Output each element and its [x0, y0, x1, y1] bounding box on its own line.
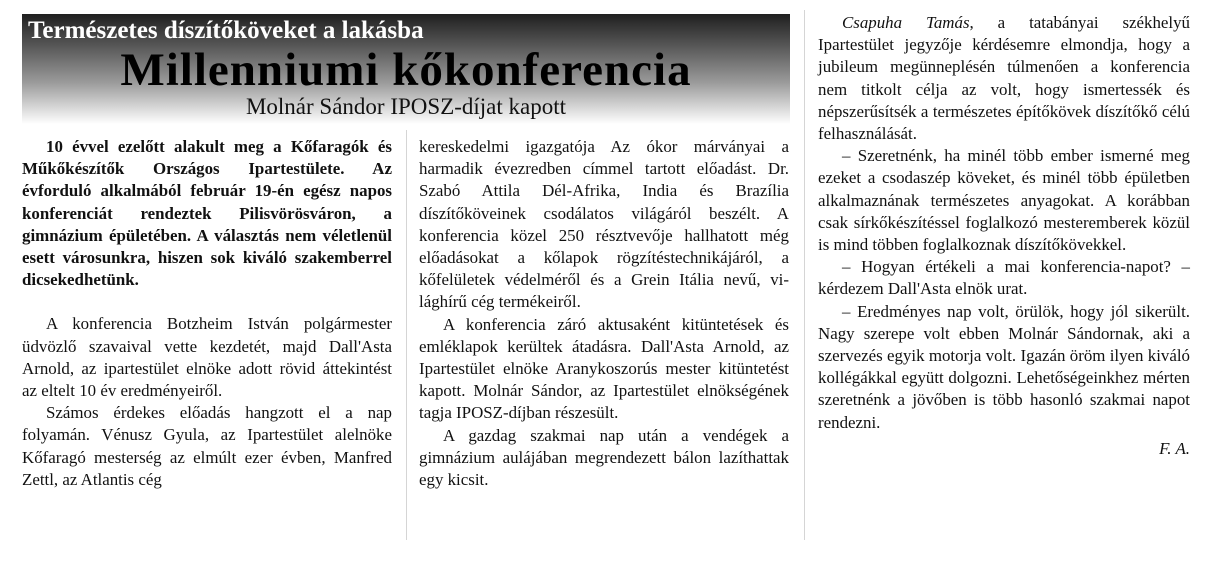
subtitle: Molnár Sándor IPOSZ-díjat kapott [245, 94, 567, 119]
paragraph: – Eredményes nap volt, örülök, hogy jól sikerült. Nagy szerepe volt ebben Molnár Sándornak, aki a szervezés egyik motorja volt. Igazán öröm ilyen kiváló kollégákkal együtt dolgozni. Lehetőségeinkhez mérten szeretnénk a jövőben is több hasonló szakmai napot rendezni. [818, 301, 1190, 432]
paragraph [818, 12, 1190, 145]
lead-paragraph: 10 évvel ezelőtt alakult meg a Kőfaragók és Műkőkészítők Országos Ipartestülete. Az évforduló alkalmából február 19-én egész napos konferenciát rendeztek Pilisvörösváron, a gimnázium épületében. A választás nem véletlenül esett városunkra, hiszen sok kiváló szakemberrel dicsekedhetünk. [22, 137, 392, 290]
paragraph: A gazdag szakmai nap után a vendégek a gimnázium aulájában megrendezett bálon lazíthattak egy kicsit. [419, 425, 789, 490]
column-divider [804, 10, 805, 540]
interviewee-name: Csapuha Tamás [842, 13, 970, 32]
paragraph: Számos érdekes előadás hangzott el a nap folyamán. Vénusz Gyula, az Ipartestület alelnöke Kőfaragó mesterség az elmúlt ezer évben, Manfred Zettl, az Atlantis cég [22, 403, 392, 489]
article-column-3 [818, 12, 1190, 460]
paragraph: A konferencia Botzheim István polgármester üdvözlő szavaival vette kezdetét, majd Dall'Asta Arnold, az ipartestület elnöke adott rövid áttekintést az eltelt 10 év eredményeiről. [22, 314, 392, 401]
paragraph: – Szeretnénk, ha minél több ember ismerné meg ezeket a csodaszép köveket, és minél több épületben alkalmaznának természetes anyagokat. A korábban csak sírkőkészítéssel foglalkozó mesteremberek közül is mind többen foglalkoznak díszítőkövekkel. [818, 146, 1190, 255]
main-headline: Millenniumi kőkonferencia [120, 44, 692, 96]
column-divider [406, 130, 407, 540]
author-signature: F. A. [1159, 438, 1190, 458]
headline-banner [22, 14, 790, 124]
paragraph: kereskedelmi igazgatója Az ókor márványai a harmadik évezredben címmel tartott előadást. Dr. Szabó Attila Dél-Afrika, India és Brazília díszítőköveinek csodálatos világáról beszélt. A konferencia közel 250 résztvevője hallhatott még előadásokat a kőlapok rögzítéstechnikájáról, a kőfelületek védelméről és a Grein Itália nevű, világhírű cég termékeiről. [419, 137, 789, 312]
article-column-1 [22, 136, 392, 491]
article-column-2 [419, 136, 789, 491]
paragraph: – Hogyan értékeli a mai konferencia-napot? – kérdezem Dall'Asta elnök urat. [818, 257, 1190, 299]
paragraph: A konferencia záró aktusaként kitüntetések és emléklapok kerültek átadásra. Dall'Asta Arnold, az Ipartestület elnöke Aranykoszorús mester kitüntetést kapott. Molnár Sándor, az Ipartestület elnökségének tagja IPOSZ-díjban részesült. [419, 314, 789, 423]
kicker-title: Természetes díszítőköveket a lakásba [28, 17, 424, 44]
paragraph-text: , a tatabányai székhelyű Ipartestület jegyzője kérdésemre elmondja, hogy a jubileum megünneplésén túlmenően a konferencia nem titkolt célja az volt, hogy ismertessék és népszerűsítsék a természetes építőkövek díszítőkő célú felhasználását. [818, 13, 1190, 144]
